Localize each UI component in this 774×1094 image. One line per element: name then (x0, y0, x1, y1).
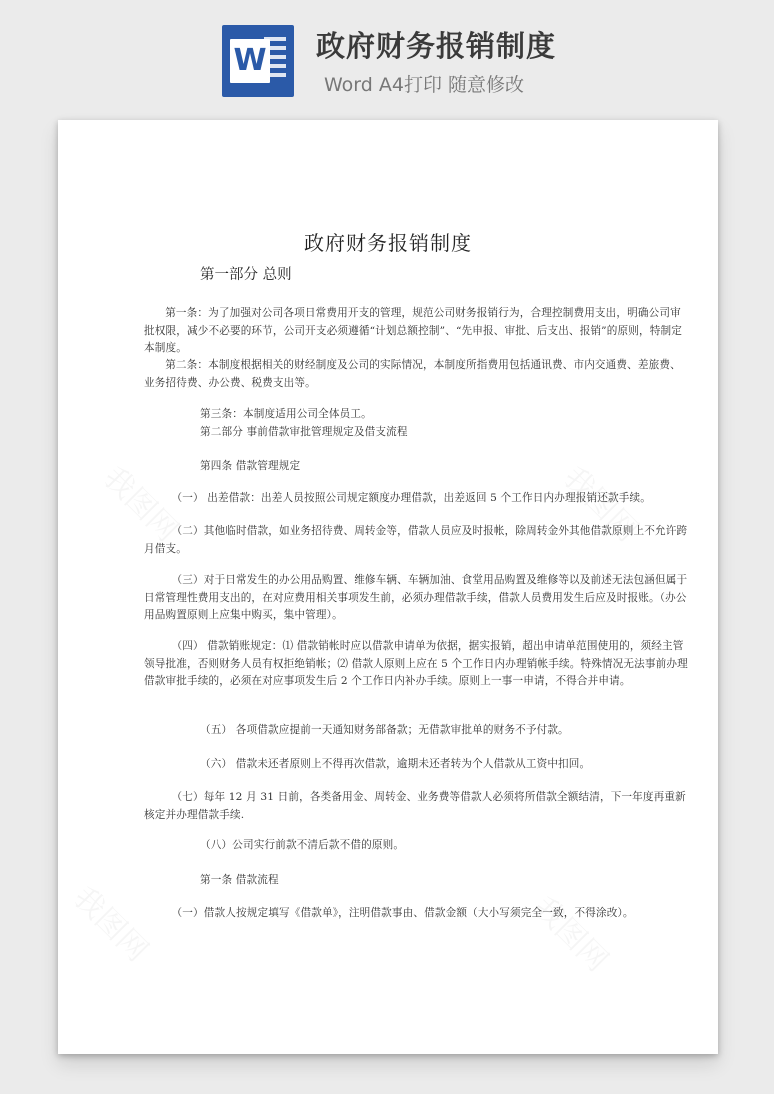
banner-title: 政府财务报销制度 (316, 29, 557, 63)
page-header (0, 0, 774, 110)
watermark (526, 885, 621, 980)
paragraph: （五） 各项借款应提前一天通知财务部备款；无借款审批单的财务不予付款。 (200, 724, 569, 736)
paragraph: （一） 出差借款：出差人员按照公司规定额度办理借款，出差返回 5 个工作日内办理报销还款手续。 (171, 492, 651, 504)
paragraph: （八）公司实行前款不清后款不借的原则。 (200, 839, 405, 851)
paragraph: （三）对于日常发生的办公用品购置、维修车辆、车辆加油、食堂用品购置及维修等以及前述无法包涵但属于日常管理性费用支出的，在对应费用相关事项发生前，必须办理借款手续，借款人员费用发生后应及时报账。（办公用品购置原则上应集中购买，集中管理）。 (144, 574, 688, 621)
paragraph: 第一条：为了加强对公司各项日常费用开支的管理，规范公司财务报销行为，合理控制费用支出，明确公司审批权限，减少不必要的环节，公司开支必须遵循“计划总额控制”、“先申报、审批、后支出、报销”的原则，特制定本制度。 (144, 307, 682, 354)
banner-subtitle: Word A4打印 随意修改 (324, 74, 525, 96)
paragraph: （一）借款人按规定填写《借款单》，注明借款事由、借款金额（大小写须完全一致，不得涂改）。 (171, 907, 634, 919)
section-heading: 第二部分 事前借款审批管理规定及借支流程 (200, 426, 408, 438)
word-app-icon (222, 25, 294, 97)
paragraph: 第三条：本制度适用公司全体员工。 (200, 408, 372, 420)
paragraph: （四） 借款销账规定：⑴ 借款销帐时应以借款申请单为依据，据实报销，超出申请单范围使用的，须经主管领导批准，否则财务人员有权拒绝销帐；⑵ 借款人原则上应在 5 个工作日内办理销帐手续。特殊情况无法事前办理借款审批手续的，必须在对应事项发生后 2 个工作日内补办手续。原则上一事一申请，不得合并申请。 (144, 640, 688, 687)
paragraph: （七）每年 12 月 31 日前，各类备用金、周转金、业务费等借款人必须将所借款全额结清，下一年度再重新核定并办理借款手续. (144, 791, 686, 821)
section-heading: 第一部分 总则 (200, 267, 292, 283)
paragraph: （六） 借款未还者原则上不得再次借款，逾期未还者转为个人借款从工资中扣回。 (200, 758, 591, 770)
document-page (58, 120, 718, 1054)
document-title: 政府财务报销制度 (304, 231, 472, 255)
paragraph: （二）其他临时借款，如业务招待费、周转金等，借款人员应及时报帐，除周转金外其他借款原则上不允许跨月借支。 (144, 525, 688, 555)
article-heading: 第一条 借款流程 (200, 874, 279, 886)
paragraph: 第二条：本制度根据相关的财经制度及公司的实际情况，本制度所指费用包括通讯费、市内交通费、差旅费、业务招待费、办公费、税费支出等。 (144, 359, 681, 389)
article-heading: 第四条 借款管理规定 (200, 460, 301, 472)
word-logo-letter: W (230, 39, 270, 83)
